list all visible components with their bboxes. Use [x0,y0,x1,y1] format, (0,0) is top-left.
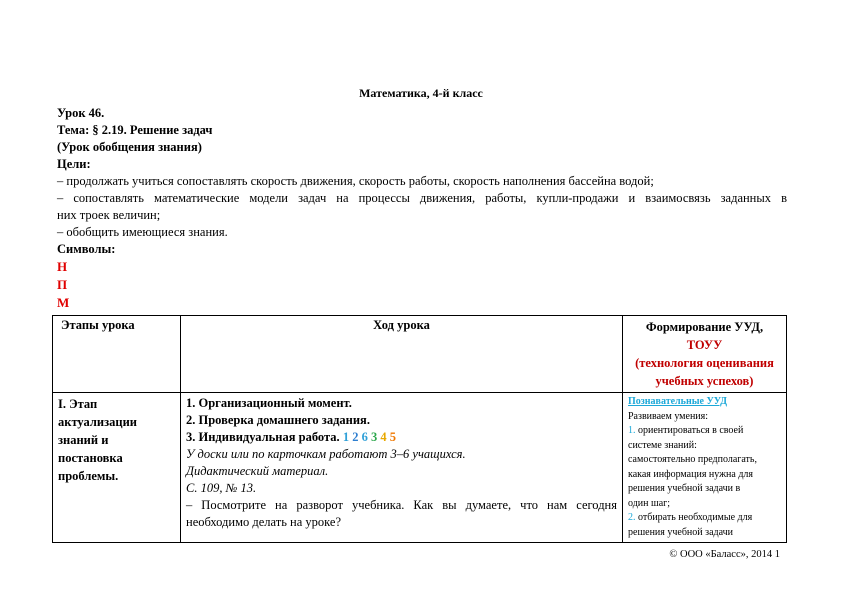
course-note: Дидактический материал. [186,464,329,478]
header-uud-line: Формирование УУД, [645,320,764,334]
uud-skill-text: самостоятельно предполагать, [628,454,757,465]
card-number: 2 [352,430,359,444]
uud-title: Познавательные УУД [628,396,728,407]
goal-item: – продолжать учиться сопоставлять скорость движения, скорость работы, скорость наполнения бассейна водой; [57,174,654,188]
symbols-label: Символы: [57,242,116,256]
copyright-footer: © ООО «Баласс», 2014 1 [669,549,780,560]
card-number: 4 [380,430,387,444]
card-number: 1 [342,430,350,444]
uud-skill-text: отбирать необходимые для [638,512,753,523]
goal-item-continued: них троек величин; [57,208,161,222]
course-question-continued: необходимо делать на уроке? [186,515,341,529]
card-number: 5 [389,430,396,444]
uud-cell [623,393,787,543]
lesson-topic: Тема: § 2.19. Решение задач [57,123,213,137]
stage-line: постановка [58,451,123,465]
goal-item: – обобщить имеющиеся знания. [57,225,228,239]
header-toyu-full: учебных успехов) [655,374,754,388]
stage-line: актуализации [58,415,137,429]
page-title: Математика, 4-й класс [359,86,483,100]
header-uud [623,316,787,393]
course-item: 1. Организационный момент. [186,396,352,410]
table-header-row [53,316,787,393]
uud-skill-text: системе знаний: [628,439,697,451]
symbol-n: Н [57,259,68,274]
uud-skill [628,511,781,526]
card-number: 6 [361,430,368,444]
symbol-p: П [57,277,68,292]
course-note: У доски или по карточкам работают 3–6 учащихся. [186,447,466,461]
goals-label: Цели: [57,157,91,171]
lesson-number: Урок 46. [57,106,105,120]
uud-skill-text: один шаг; [628,497,671,509]
uud-skill-text: решения учебной задачи в [628,483,741,494]
course-cell [181,393,623,543]
stage-cell [53,393,181,543]
uud-skill [628,424,781,439]
header-toyu: ТОУУ [686,338,723,352]
table-row [53,393,787,543]
course-item-label: 3. Индивидуальная работа. [186,430,340,444]
stage-line: I. Этап [58,397,98,411]
course-question: – Посмотрите на разворот учебника. Как вы думаете, что нам сегодня [186,498,617,512]
course-note: С. 109, № 13. [186,481,257,495]
uud-skill-number: 2. [628,512,636,523]
card-number: 3 [370,430,378,444]
uud-skill-text: решения учебной задачи [628,526,734,538]
stage-line: проблемы. [58,469,119,483]
header-stages: Этапы урока [53,316,181,393]
uud-skill-number: 1. [628,425,636,436]
header-course: Ход урока [181,316,623,393]
goal-item: – сопоставлять математические модели задач на процессы движения, работы, купли-продажи и взаимосвязь заданных в [57,191,787,205]
course-item: 2. Проверка домашнего задания. [186,413,370,427]
uud-skill-text: какая информация нужна для [628,468,754,480]
header-toyu-full: (технология оценивания [635,356,774,370]
symbol-m: М [57,295,70,310]
lesson-header [57,105,787,312]
uud-skill-text: ориентироваться в своей [638,425,744,436]
lesson-table [52,315,787,543]
lesson-type: (Урок обобщения знания) [57,140,202,154]
uud-intro: Развиваем умения: [628,410,709,422]
stage-line: знаний и [58,433,109,447]
course-item-individual [186,429,617,446]
